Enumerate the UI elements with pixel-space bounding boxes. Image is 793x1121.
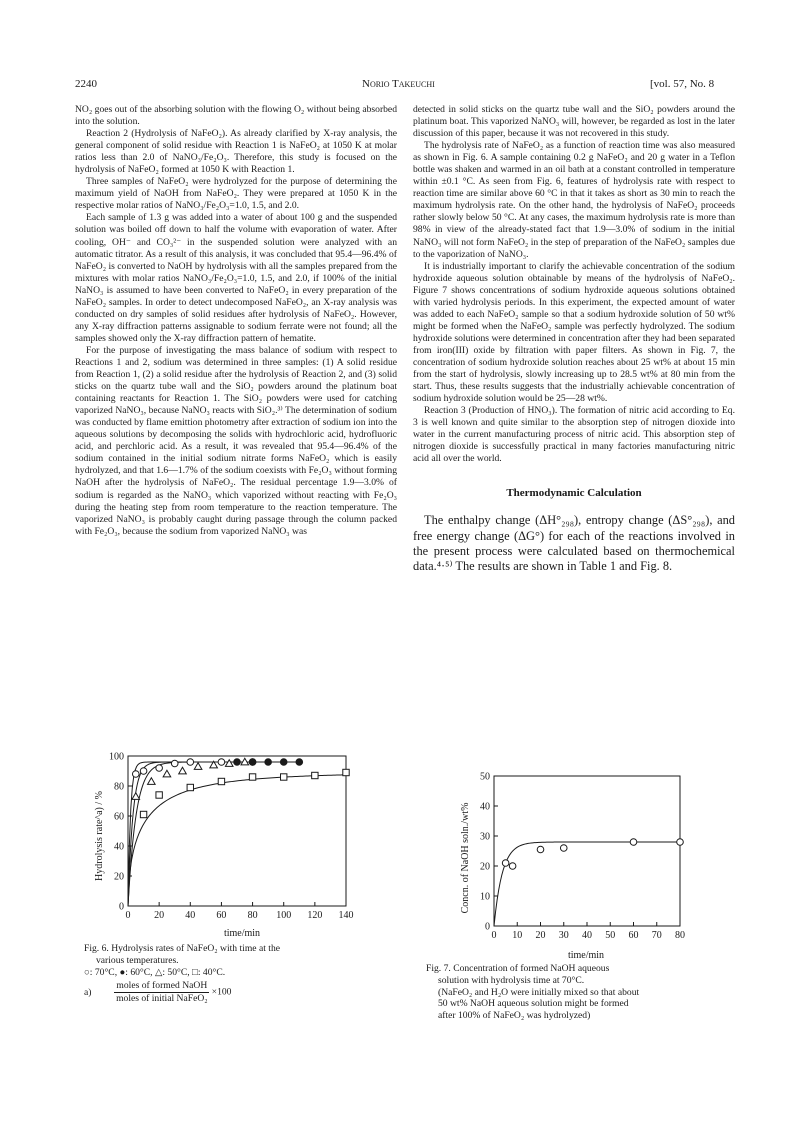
- fig6-footnote-fraction: [114, 980, 209, 1005]
- f6-point-open-circle: [132, 771, 139, 778]
- fig7-xlabel: time/min: [567, 950, 605, 961]
- f6-point-open-triangle: [179, 767, 187, 774]
- f6-x-tick-label: 100: [276, 910, 292, 921]
- f6-point-filled-circle: [234, 759, 241, 766]
- f6-y-tick-label: 40: [114, 841, 124, 853]
- paragraph: It is industrially important to clarify the achievable concentration of the sodium hydroxide aqueous solution obtainable by means of the hydrolysis of NaFeO₂. Figure 7 shows concentrations of sodium hydroxide aqueous solutions obtained with varied hydrolysis periods. In this experiment, the expected amount of water was added to each NaFeO₂ sample so that a sodium hydroxide solution of 50 wt% might be formed when the NaFeO₂ sample was perfectly hydrolyzed. The sodium hydroxide solutions were determined in concentration after they had been separated from iron(III) oxide by filtration with paper filters. As shown in Fig. 7, the concentration of sodium hydroxide solution reaches about 25 wt% at about 15 min from the start of hydrolysis, slowly increasing up to 28.5 wt% at 80 min from the start. Thus, these results suggests that the industrially achievable concentration of sodium hydroxide solution would be 25—28 wt%.: [413, 260, 735, 405]
- fig7-caption-line: Fig. 7. Concentration of formed NaOH aqueous: [426, 963, 610, 974]
- fig6-footnote-multiplier: ×100: [211, 986, 232, 998]
- paragraph: Three samples of NaFeO₂ were hydrolyzed for the purpose of determining the maximum yield of NaOH from NaFeO₂. They were prepared at 1050 K in the respective molar ratios of NaNO₃/Fe₂O₃=1.0, 1.5, and 2.0.: [75, 176, 397, 212]
- right-text-column: [413, 104, 735, 574]
- f7-x-tick-label: 40: [582, 930, 592, 941]
- f6-point-filled-circle: [249, 759, 256, 766]
- fig7-caption-line: 50 wt% NaOH aqueous solution might be formed: [438, 998, 629, 1010]
- f6-curve-1: [128, 762, 253, 906]
- f7-y-tick-label: 30: [480, 831, 490, 843]
- f7-point-open-circle: [560, 845, 567, 852]
- f6-point-open-square: [343, 769, 349, 775]
- f7-point-open-circle: [537, 846, 544, 853]
- f6-y-tick-label: 100: [109, 751, 124, 763]
- f6-point-open-square: [249, 774, 255, 780]
- f6-point-open-triangle: [132, 793, 140, 800]
- fig6-footnote: [84, 980, 384, 1005]
- page-number: 2240: [75, 78, 97, 90]
- f6-point-open-triangle: [163, 770, 171, 777]
- running-author: Norio Takeuchi: [362, 78, 435, 90]
- f6-y-tick-label: 60: [114, 811, 124, 823]
- f7-y-tick-label: 10: [480, 891, 490, 903]
- f6-point-open-triangle: [194, 763, 202, 770]
- paragraph: For the purpose of investigating the mass balance of sodium with respect to Reactions 1 and 2, sodium was determined in three samples: (1) A solid residue from Reaction 1, (2) a solid residue after the hydrolysis of Reaction 2, and (3) solid sticks on the quartz tube wall and the SiO₂ powders around the platinum boat containing reactants for Reaction 1. The SiO₂ powders were used for catching vaporized NaNO₃, because NaNO₃ reacts with SiO₂.³⁾ The determination of sodium was conducted by flame emittion photometry after extraction of sodium ion into the aqueous solutions by decomposing the solids with hydrochloric acid, hydrofluoric acid, and perchloric acid. As a result, it was revealed that 95.4—96.4% of the sodium contained in the initial sodium nitrate forms NaFeO₂ which is easily hydrolyzed, and that 1.6—1.7% of the sodium coexists with Fe₂O₃ without forming NaOH after the hydrolysis of NaFeO₂. The residual percentage 1.9—3.0% of sodium is regarded as the NaNO₃ which vaporized without reacting with Fe₂O₃ during the heating step from room temperature to the reaction temperature. The vaporized NaNO₃ is probably caught during passage through the column packed with Fe₂O₃, because the sodium from vaporized NaNO₃ was: [75, 344, 397, 537]
- fig6-footnote-numerator: moles of formed NaOH: [116, 980, 208, 992]
- f6-x-tick-label: 0: [125, 910, 131, 921]
- fig6-ylabel: Hydrolysis rate^a) / %: [94, 791, 105, 881]
- fig7-caption-line: after 100% of NaFeO₂ was hydrolyzed): [438, 1010, 591, 1022]
- f7-x-tick-label: 20: [535, 930, 546, 941]
- fig6-footnote-denominator: moles of initial NaFeO₂: [116, 993, 208, 1005]
- f6-y-tick-label: 0: [119, 901, 124, 913]
- f6-point-filled-circle: [280, 759, 287, 766]
- f7-curve-0: [494, 842, 680, 926]
- f7-y-tick-label: 20: [480, 861, 490, 873]
- f6-x-tick-label: 40: [185, 910, 196, 921]
- f7-y-tick-label: 50: [480, 771, 490, 783]
- thermo-paragraph: The enthalpy change (ΔH°₂₉₈), entropy change (ΔS°₂₉₈), and free energy change (ΔG°) for each of the reactions involved in the present process were calculated based on thermochemical data.⁴·⁵⁾ The results are shown in Table 1 and Fig. 8.: [413, 513, 735, 574]
- f6-point-open-square: [156, 792, 162, 798]
- f6-point-open-square: [281, 774, 287, 780]
- f7-x-tick-label: 30: [558, 930, 569, 941]
- fig6-footnote-label: a): [84, 986, 92, 998]
- f6-point-open-circle: [140, 768, 147, 775]
- f7-x-tick-label: 50: [605, 930, 616, 941]
- f6-x-tick-label: 120: [307, 910, 323, 921]
- f7-y-tick-label: 0: [485, 921, 490, 933]
- f6-point-open-square: [140, 811, 146, 817]
- paragraph: Reaction 3 (Production of HNO₃). The formation of nitric acid according to Eq. 3 is well known and quite similar to the absorption step of nitrogen dioxide into water in the current manufacturing process of nitric acid. This absorption step of nitrogen dioxide is successfully practical in many factories manufacturing nitric acid all over the world.: [413, 405, 735, 465]
- f7-point-open-circle: [677, 839, 684, 846]
- f6-y-tick-label: 20: [114, 871, 124, 883]
- fig7-chart: [450, 768, 700, 968]
- f6-x-tick-label: 80: [247, 910, 258, 921]
- f7-point-open-circle: [502, 860, 509, 867]
- fig6-caption-line: various temperatures.: [96, 954, 179, 966]
- fig7-caption-line: (NaFeO₂ and H₂O were initially mixed so that about: [438, 986, 640, 998]
- f7-plot-frame: [494, 776, 680, 926]
- f6-point-open-circle: [171, 760, 178, 767]
- f7-point-open-circle: [509, 863, 516, 870]
- fig6-legend: ○: 70°C, ●: 60°C, △: 50°C, □: 40°C.: [84, 966, 226, 978]
- f6-x-tick-label: 20: [154, 910, 165, 921]
- paragraph: NO₂ goes out of the absorbing solution with the flowing O₂ without being absorbed into the solution.: [75, 104, 397, 128]
- fig7-caption-line: solution with hydrolysis time at 70°C.: [438, 974, 585, 986]
- fig7-caption: [426, 963, 746, 1022]
- f6-x-tick-label: 60: [216, 910, 227, 921]
- f7-point-open-circle: [630, 839, 637, 846]
- section-title: Thermodynamic Calculation: [506, 487, 642, 500]
- paragraph: detected in solid sticks on the quartz tube wall and the SiO₂ powders around the platinum boat. This vaporized NaNO₃ will, however, be regarded as lost in the later discussion of this paper, because it was not recovered in this study.: [413, 104, 735, 140]
- f6-point-open-square: [218, 778, 224, 784]
- f7-x-tick-label: 70: [651, 930, 662, 941]
- f6-point-open-square: [187, 784, 193, 790]
- f6-point-filled-circle: [265, 759, 272, 766]
- fig6-xlabel: time/min: [223, 928, 261, 938]
- f7-y-tick-label: 40: [480, 801, 490, 813]
- f6-point-filled-circle: [296, 759, 303, 766]
- volume-info: [vol. 57, No. 8: [650, 78, 715, 90]
- f6-point-open-square: [312, 772, 318, 778]
- fig7-ylabel: Concn. of NaOH soln./wt%: [460, 802, 471, 914]
- f7-x-tick-label: 80: [675, 930, 685, 941]
- f6-x-tick-label: 140: [338, 910, 354, 921]
- left-text-column: [75, 104, 397, 538]
- f7-x-tick-label: 10: [512, 930, 523, 941]
- f6-y-tick-label: 80: [114, 781, 124, 793]
- f6-point-open-triangle: [225, 760, 233, 767]
- f6-point-open-circle: [156, 765, 163, 772]
- f6-curve-0: [128, 762, 253, 906]
- paragraph: Reaction 2 (Hydrolysis of NaFeO₂). As already clarified by X-ray analysis, the general component of solid residue with Reaction 1 is NaFeO₂ at 1050 K at molar ratios less than 2.0 of NaNO₃/Fe₂O₃. Therefore, this study is focused on the hydrolysis of NaFeO₂ formed at 1050 K with Reaction 1.: [75, 128, 397, 176]
- fig6-chart: [80, 748, 370, 938]
- f7-x-tick-label: 0: [491, 930, 497, 941]
- fig6-caption: [84, 943, 384, 1005]
- f7-x-tick-label: 60: [628, 930, 639, 941]
- f6-point-open-circle: [218, 759, 225, 766]
- paragraph: Each sample of 1.3 g was added into a water of about 100 g and the suspended solution was boiled off down to half the volume with evaporation of water. After cooling, OH⁻ and CO₃²⁻ in the suspended solution were analyzed with an automatic titrator. As a result of this analysis, it was concluded that 95.4—96.4% of NaFeO₂ is converted to NaOH by hydrolysis with all the samples prepared from the mixtures with molar ratios NaNO₃/Fe₂O₃=1.0, 1.5, and 2.0, if 100% of the initial NaNO₃ is assumed to have been converted to NaFeO₂ in every preparation of the NaFeO₂ samples. In order to detect undecomposed NaFeO₂, an X-ray analysis was conducted on dry samples of solid residues after hydrolysis of NaFeO₂. However, any X-ray diffraction patterns assignable to sodium ferrate were not found; all the samples showed only the X-ray diffraction pattern of hematite.: [75, 212, 397, 344]
- paragraph: The hydrolysis rate of NaFeO₂ as a function of reaction time was also measured as shown in Fig. 6. A sample containing 0.2 g NaFeO₂ and 20 g water in a Teflon bottle was shaken and warmed in an oil bath at a constant controlled in temperature within ±0.1 °C. As seen from Fig. 6, features of hydrolysis rate with respect to reaction time are similar above 60 °C in that it takes as short as 30 min to reach the maximum hydrolysis rate. On the other hand, the hydrolysis of NaFeO₂ proceeds rather slowly below 50 °C. At any cases, the maximum hydrolysis rate is more than 98% in view of the already-stated fact that 1.9—3.0% of sodium in the initial NaNO₃ will not form NaFeO₂ in the step of preparation of the NaFeO₂ samples due to the vaporization of NaNO₃.: [413, 140, 735, 260]
- f6-point-open-triangle: [148, 778, 156, 785]
- f6-point-open-circle: [187, 759, 194, 766]
- fig6-caption-line: Fig. 6. Hydrolysis rates of NaFeO₂ with time at the: [84, 943, 280, 954]
